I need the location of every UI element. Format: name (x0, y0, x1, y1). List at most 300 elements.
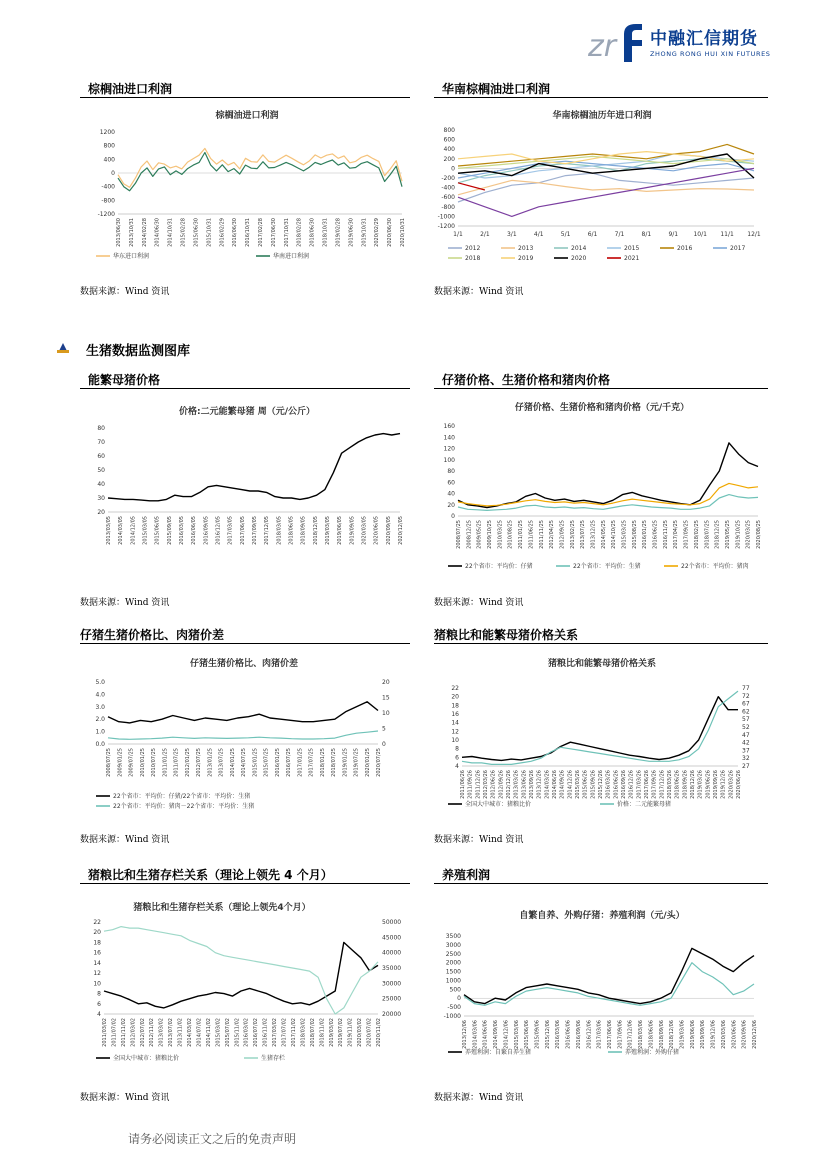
series-line-1 (458, 443, 758, 508)
x-tick-label: 2013/09/26 (529, 770, 535, 799)
y-tick-label: 500 (449, 986, 461, 994)
x-tick-label: 2017/03/02 (272, 1018, 279, 1047)
x-tick-label: 2015/03/06 (513, 1020, 520, 1049)
logo-chinese-name: 中融汇信期货 (650, 29, 758, 49)
x-tick-label: 2017/03/06 (596, 1020, 603, 1049)
source-note-1: 数据来源：Wind 资讯 (80, 287, 170, 297)
x-tick-label: 2013/07/02 (168, 1018, 175, 1047)
x-tick-label: 2016/11/02 (262, 1018, 269, 1047)
legend-label: 全国大中城市：猪粮比价 (113, 1055, 180, 1062)
x-tick-label: 2016/09/06 (575, 1020, 582, 1049)
legend-label: 2019 (518, 255, 534, 262)
y-tick-label: -400 (101, 183, 115, 191)
x-tick-label: 2017/12/05 (264, 516, 271, 545)
y-tick-label: 20 (447, 501, 455, 509)
x-tick-label: 2014/06/30 (154, 218, 161, 247)
y-tick-label: 1000 (445, 977, 461, 985)
x-tick-label: 2020/06/30 (387, 218, 394, 247)
disclaimer-footer: 请务必阅读正文之后的免责声明 (128, 1132, 297, 1146)
x-tick-label: 2014/07/25 (241, 748, 247, 777)
x-tick-label: 2018/10/31 (322, 218, 329, 247)
panel-rule-6 (434, 643, 768, 644)
y-tick-label: 600 (443, 136, 455, 144)
panel-title-8: 养殖利润 (442, 868, 491, 882)
x-tick-label: 2018/06/30 (309, 218, 316, 247)
x-tick-label: 2019/09/06 (700, 1020, 707, 1049)
y-tick-label: 14 (93, 959, 101, 967)
legend-label: 2013 (518, 245, 534, 252)
legend-label: 华南进口利润 (273, 253, 310, 260)
y-tick-label: 200 (443, 155, 455, 163)
x-tick-label: 2020/09/05 (385, 516, 392, 545)
y-tick-label: 0.0 (95, 741, 105, 748)
panel-title-5: 仔猪生猪价格比、肉猪价差 (80, 628, 225, 642)
x-tick-label: 2016/09/26 (621, 770, 627, 799)
svg-text:zr: zr (588, 29, 617, 64)
x-tick-label: 2016/10/31 (245, 218, 252, 247)
panel-title-4: 仔猪价格、生猪价格和猪肉价格 (442, 373, 611, 387)
y-tick-label: 1.0 (95, 728, 105, 736)
y-tick-label: 8 (455, 745, 459, 753)
x-tick-label: 2015/01/25 (252, 748, 259, 777)
x-tick-label: 2013/02/25 (569, 520, 576, 549)
y-tick-label: 12 (93, 970, 101, 978)
x-tick-label: 2019/10/31 (361, 218, 368, 247)
x-tick-label: 2012/07/02 (139, 1018, 146, 1047)
y2-tick-label: 40000 (382, 949, 402, 957)
legend-label: 2018 (465, 255, 481, 262)
y-tick-label: 400 (443, 146, 455, 154)
panel-rule-5 (80, 643, 410, 644)
x-tick-label: 2020/09/06 (741, 1020, 748, 1049)
chart-title: 仔猪生猪价格比、肉猪价差 (189, 659, 299, 669)
y-tick-label: 6 (97, 1000, 101, 1008)
x-tick-label: 2018/02/28 (296, 218, 303, 247)
x-tick-label: 2018/12/05 (312, 516, 319, 545)
x-tick-label: 2010/01/25 (139, 748, 146, 777)
legend-label: 全国大中城市：猪粮比价 (465, 801, 532, 808)
x-tick-label: 2019/07/25 (353, 748, 360, 777)
x-tick-label: 2018/12/26 (690, 770, 696, 799)
y-tick-label: 10 (451, 737, 459, 744)
x-tick-label: 2011/09/26 (467, 770, 474, 799)
x-tick-label: 2020/03/02 (357, 1018, 364, 1047)
y-tick-label: 18 (93, 939, 101, 947)
x-tick-label: 2018/07/25 (331, 748, 337, 777)
x-tick-label: 2011/07/02 (111, 1018, 118, 1047)
legend-label: 22个省市：平均价：仔猪/22个省市：平均价：生猪 (113, 793, 251, 800)
x-tick-label: 2019/12/06 (710, 1020, 717, 1049)
source-note-4: 数据来源：Wind 资讯 (434, 598, 524, 608)
y2-tick-label: 47 (742, 731, 750, 739)
legend-label: 2017 (730, 245, 746, 252)
x-tick-label: 2008/07/25 (456, 520, 462, 549)
x-tick-label: 2012/06/26 (490, 770, 497, 799)
x-tick-label: 2014/06/06 (482, 1020, 489, 1049)
y2-tick-label: 62 (742, 708, 750, 716)
series-line-2 (104, 927, 378, 1014)
x-tick-label: 2018/03/26 (667, 770, 673, 799)
x-tick-label: 2015/06/05 (154, 516, 161, 545)
y-tick-label: -1000 (443, 1013, 461, 1020)
x-tick-label: 2009/05/25 (476, 520, 483, 549)
x-tick-label: 2020/03/05 (361, 516, 368, 545)
x-tick-label: 2015/03/05 (142, 516, 149, 545)
legend-label: 华东进口利润 (113, 253, 150, 260)
x-tick-label: 2012/07/25 (196, 748, 202, 777)
y-tick-label: 1200 (99, 129, 115, 136)
x-tick-label: 2011/12/26 (475, 770, 482, 799)
x-tick-label: 2013/01/25 (207, 748, 214, 777)
x-tick-label: 2019/06/06 (689, 1020, 696, 1049)
chart-title: 自繁自养、外购仔猪：养殖利润（元/头） (519, 911, 685, 921)
legend-label: 价格：二元能繁母猪 (617, 801, 672, 808)
x-tick-label: 2015/09/26 (590, 770, 597, 799)
x-tick-label: 2017/06/05 (239, 516, 246, 545)
y-tick-label: 160 (443, 423, 455, 430)
x-tick-label: 2014/12/26 (567, 770, 574, 799)
y-tick-label: -800 (101, 197, 115, 205)
y-tick-label: 0 (451, 513, 455, 520)
y-tick-label: 80 (97, 425, 105, 432)
x-tick-label: 2017/06/30 (270, 218, 277, 247)
y-tick-label: 4 (97, 1011, 101, 1018)
x-tick-label: 2017/01/25 (297, 748, 304, 777)
panel-rule-4 (434, 388, 768, 389)
series-line-1 (104, 942, 378, 1008)
y-tick-label: 60 (97, 453, 105, 460)
x-tick-label: 2020/06/06 (731, 1020, 738, 1049)
chart-sow-price (82, 396, 412, 580)
x-tick-label: 2017/12/06 (627, 1020, 634, 1049)
chart-piglet-hog-ratio (82, 652, 412, 818)
x-tick-label: 2016/03/06 (555, 1020, 562, 1049)
x-tick-label: 2014/01/25 (229, 748, 236, 777)
y2-tick-label: 0 (382, 741, 386, 748)
y-tick-label: 140 (443, 434, 455, 442)
panel-rule-1 (80, 97, 410, 98)
x-tick-label: 2013/10/31 (128, 218, 135, 247)
x-tick-label: 2015/08/25 (631, 520, 638, 549)
logo-mark-icon (588, 20, 650, 64)
x-tick-label: 2020/08/25 (756, 520, 762, 549)
y2-tick-label: 15 (382, 694, 390, 702)
legend-label: 22个省市：平均价：仔猪 (465, 563, 533, 570)
y2-tick-label: 35000 (382, 965, 402, 972)
x-tick-label: 2017/09/26 (651, 770, 658, 799)
legend-label: 22个省市：平均价：生猪 (573, 563, 641, 570)
x-tick-label: 2014/07/02 (196, 1018, 203, 1047)
legend-label: 2020 (571, 255, 587, 262)
series-line-10 (458, 183, 485, 190)
x-tick-label: 2014/10/31 (167, 218, 174, 247)
legend-label: 2016 (677, 245, 693, 252)
x-tick-label: 2011/11/02 (120, 1018, 127, 1047)
x-tick-label: 2020/06/26 (736, 770, 742, 799)
legend-label: 养殖利润：自繁自养生猪 (465, 1049, 532, 1056)
y-tick-label: 0 (451, 165, 455, 173)
x-tick-label: 2015/12/06 (544, 1020, 551, 1049)
panel-title-2: 华南棕榈油进口利润 (442, 82, 551, 96)
x-tick-label: 2013/12/26 (536, 770, 543, 799)
x-tick-label: 2010/08/25 (507, 520, 514, 549)
x-tick-label: 2015/02/28 (180, 218, 187, 247)
x-tick-label: 2013/12/06 (462, 1020, 468, 1049)
y-tick-label: -600 (441, 194, 455, 202)
source-note-8: 数据来源：Wind 资讯 (434, 1093, 524, 1103)
x-tick-label: 2017/02/28 (258, 218, 264, 247)
legend-label: 2021 (624, 255, 640, 262)
y2-tick-label: 20 (382, 679, 390, 686)
x-tick-label: 2019/10/25 (735, 520, 742, 549)
x-tick-label: 2019/03/02 (328, 1018, 335, 1047)
x-tick-label: 2014/11/02 (205, 1018, 212, 1047)
y-tick-label: -800 (441, 203, 455, 211)
y-tick-label: 400 (103, 156, 115, 164)
chart-title: 猪粮比和能繁母猪价格关系 (547, 659, 657, 669)
chart-title: 猪粮比和生猪存栏关系（理论上领先4个月） (133, 903, 311, 913)
x-tick-label: 2016/02/29 (219, 218, 226, 247)
y-tick-label: 0 (111, 170, 115, 177)
x-tick-label: 2019/12/26 (720, 770, 727, 799)
x-tick-label: 2017/09/25 (683, 520, 690, 549)
y2-tick-label: 57 (742, 716, 750, 724)
x-tick-label: 2017/03/05 (227, 516, 234, 545)
x-tick-label: 2019/06/05 (337, 516, 344, 545)
x-tick-label: 2014/10/25 (611, 520, 618, 549)
y-tick-label: 8 (97, 990, 101, 998)
chart-south-china-palm-profit (434, 104, 770, 270)
chart-title: 仔猪价格、生猪价格和猪肉价格（元/千克） (514, 403, 690, 413)
x-tick-label: 2011/06/25 (528, 520, 535, 549)
y2-tick-label: 72 (742, 692, 750, 700)
x-tick-label: 2016/07/25 (286, 748, 292, 777)
x-tick-label: 2009/01/25 (117, 748, 124, 777)
y2-tick-label: 42 (742, 739, 750, 747)
x-tick-label: 2019/09/26 (713, 770, 719, 799)
x-tick-label: 2012/03/26 (483, 770, 489, 799)
x-tick-label: 2015/06/06 (524, 1020, 531, 1049)
x-tick-label: 6/1 (587, 231, 598, 238)
x-tick-label: 2009/10/25 (487, 520, 494, 549)
y-tick-label: -1200 (437, 223, 455, 230)
legend-label: 养殖利润：外购仔猪 (625, 1049, 680, 1056)
x-tick-label: 2014/09/26 (559, 770, 566, 799)
y-tick-label: 5.0 (95, 679, 105, 686)
x-tick-label: 2015/07/25 (263, 748, 270, 777)
x-tick-label: 2020/03/06 (720, 1020, 727, 1049)
y-tick-label: 800 (103, 142, 115, 150)
x-tick-label: 2014/03/06 (472, 1020, 479, 1049)
x-tick-label: 2012/01/25 (184, 748, 191, 777)
x-tick-label: 8/1 (641, 231, 652, 238)
x-tick-label: 2018/07/25 (704, 520, 711, 549)
x-tick-label: 2015/11/02 (234, 1018, 241, 1047)
x-tick-label: 2011/07/25 (173, 748, 180, 777)
x-tick-label: 2019/06/26 (705, 770, 712, 799)
y-tick-label: 2.0 (95, 716, 105, 724)
x-tick-label: 2010/07/25 (151, 748, 157, 777)
y2-tick-label: 67 (742, 700, 750, 708)
y-tick-label: 20 (93, 929, 101, 937)
x-tick-label: 2018/01/25 (319, 748, 326, 777)
y-tick-label: 120 (443, 445, 455, 453)
x-tick-label: 2015/07/02 (224, 1018, 231, 1047)
chart-title: 华南棕榈油历年进口利润 (552, 111, 652, 121)
x-tick-label: 2013/07/25 (218, 748, 225, 777)
source-note-3: 数据来源：Wind 资讯 (80, 598, 170, 608)
x-tick-label: 2015/06/30 (193, 218, 200, 247)
x-tick-label: 2017/09/06 (617, 1020, 624, 1049)
x-tick-label: 2018/09/26 (682, 770, 689, 799)
x-tick-label: 2020/11/02 (376, 1018, 382, 1047)
x-tick-label: 2018/09/06 (658, 1020, 665, 1049)
source-note-2: 数据来源：Wind 资讯 (434, 287, 524, 297)
y-tick-label: -1000 (437, 213, 455, 221)
x-tick-label: 2020/10/31 (400, 218, 406, 247)
x-tick-label: 2016/01/25 (642, 520, 649, 549)
source-note-5: 数据来源：Wind 资讯 (80, 835, 170, 845)
y2-tick-label: 52 (742, 724, 750, 731)
x-tick-label: 2017/09/05 (252, 516, 258, 545)
x-tick-label: 2016/03/05 (179, 516, 185, 545)
y-tick-label: 3500 (445, 933, 461, 940)
y-tick-label: -400 (441, 184, 455, 192)
x-tick-label: 1/1 (453, 231, 463, 238)
x-tick-label: 2018/03/05 (276, 516, 283, 545)
y-tick-label: 100 (443, 456, 455, 464)
y-tick-label: 800 (443, 127, 455, 134)
x-tick-label: 2019/07/02 (338, 1018, 345, 1047)
x-tick-label: 2016/11/25 (662, 520, 669, 549)
y-tick-label: 50 (97, 467, 105, 474)
chart-title: 价格:二元能繁母猪 周（元/公斤） (178, 407, 316, 417)
x-tick-label: 2012/09/25 (559, 520, 566, 549)
y-tick-label: 40 (447, 490, 455, 498)
y2-tick-label: 30000 (382, 980, 402, 988)
y-tick-label: 16 (451, 711, 459, 718)
x-tick-label: 2017/10/31 (283, 218, 290, 247)
x-tick-label: 2016/12/06 (586, 1020, 593, 1049)
y2-tick-label: 50000 (382, 919, 402, 926)
x-tick-label: 11/1 (720, 231, 734, 238)
x-tick-label: 2011/11/25 (538, 520, 545, 549)
x-tick-label: 2016/06/25 (652, 520, 659, 549)
x-tick-label: 2013/07/25 (580, 520, 587, 549)
y-tick-label: 14 (451, 719, 459, 727)
x-tick-label: 2013/03/26 (513, 770, 520, 799)
x-tick-label: 2016/09/05 (203, 516, 210, 545)
x-tick-label: 2018/09/05 (300, 516, 307, 545)
x-tick-label: 2014/12/06 (503, 1020, 510, 1049)
legend-label: 2014 (571, 245, 587, 252)
x-tick-label: 2015/12/26 (598, 770, 604, 799)
company-logo (588, 20, 778, 64)
section-heading: 生猪数据监测图库 (86, 344, 191, 359)
x-tick-label: 2015/09/05 (166, 516, 173, 545)
source-note-6: 数据来源：Wind 资讯 (434, 835, 524, 845)
x-tick-label: 2012/04/25 (549, 520, 556, 549)
x-tick-label: 3/1 (506, 231, 517, 238)
x-tick-label: 2020/12/05 (398, 516, 404, 545)
x-tick-label: 2011/03/02 (102, 1018, 108, 1047)
y-tick-label: 20 (451, 693, 459, 701)
x-tick-label: 2014/06/26 (552, 770, 558, 799)
x-tick-label: 4/1 (533, 231, 544, 238)
panel-rule-8 (434, 883, 768, 884)
x-tick-label: 2016/07/02 (253, 1018, 260, 1047)
y-tick-label: -500 (447, 1004, 461, 1012)
x-tick-label: 2012/03/02 (130, 1018, 137, 1047)
x-tick-label: 2017/03/26 (636, 770, 643, 799)
x-tick-label: 2020/07/25 (376, 748, 382, 777)
x-tick-label: 2017/06/06 (607, 1020, 613, 1049)
chart-title: 棕榈油进口利润 (215, 111, 279, 121)
x-tick-label: 2017/11/02 (290, 1018, 297, 1047)
x-tick-label: 9/1 (668, 231, 679, 238)
x-tick-label: 5/1 (560, 231, 571, 238)
x-tick-label: 2017/12/26 (659, 770, 666, 799)
x-tick-label: 2018/07/02 (309, 1018, 316, 1047)
x-tick-label: 2016/01/25 (274, 748, 281, 777)
x-tick-label: 2018/12/25 (714, 520, 721, 549)
x-tick-label: 2018/12/06 (669, 1020, 676, 1049)
x-tick-label: 2020/07/02 (366, 1018, 373, 1047)
panel-title-3: 能繁母猪价格 (88, 373, 161, 387)
panel-rule-3 (80, 388, 410, 389)
x-tick-label: 2011/01/25 (162, 748, 169, 777)
x-tick-label: 2016/06/30 (232, 218, 239, 247)
x-tick-label: 2016/12/26 (628, 770, 635, 799)
panel-title-6: 猪粮比和能繁母猪价格关系 (434, 628, 579, 642)
x-tick-label: 2014/03/05 (118, 516, 125, 545)
y-tick-label: 80 (447, 468, 455, 475)
x-tick-label: 2014/03/02 (187, 1018, 194, 1047)
x-tick-label: 2016/12/05 (215, 516, 222, 545)
legend-label: 生猪存栏 (261, 1055, 286, 1062)
x-tick-label: 2018/06/06 (648, 1020, 655, 1049)
x-tick-label: 2016/03/26 (605, 770, 612, 799)
y2-tick-label: 32 (742, 755, 750, 763)
x-tick-label: 2017/07/25 (308, 748, 315, 777)
x-tick-label: 2013/06/26 (521, 770, 528, 799)
x-tick-label: 2013/12/25 (590, 520, 597, 549)
x-tick-label: 2018/03/02 (300, 1018, 307, 1047)
y-tick-label: 1500 (445, 968, 461, 976)
x-tick-label: 2014/12/05 (130, 516, 137, 545)
x-tick-label: 2013/03/05 (106, 516, 112, 545)
y-tick-label: 10 (93, 980, 101, 988)
y-tick-label: 3.0 (95, 703, 105, 711)
x-tick-label: 2018/06/26 (674, 770, 681, 799)
x-tick-label: 2011/06/26 (460, 770, 466, 799)
x-tick-label: 2015/03/02 (215, 1018, 222, 1047)
x-tick-label: 2008/07/25 (106, 748, 112, 777)
chart-hog-grain-vs-sow (434, 652, 770, 818)
y2-tick-label: 20000 (382, 1011, 402, 1018)
y-tick-label: 20 (97, 509, 105, 516)
x-tick-label: 2016/06/05 (191, 516, 198, 545)
x-tick-label: 2015/03/25 (621, 520, 628, 549)
y2-tick-label: 45000 (382, 934, 402, 942)
y2-tick-label: 37 (742, 747, 750, 755)
legend-label: 2015 (624, 245, 640, 252)
x-tick-label: 2020/02/29 (374, 218, 381, 247)
y2-tick-label: 5 (382, 725, 386, 733)
x-tick-label: 2017/07/02 (281, 1018, 288, 1047)
x-tick-label: 2020/01/25 (364, 748, 371, 777)
series-line-6 (458, 161, 754, 178)
